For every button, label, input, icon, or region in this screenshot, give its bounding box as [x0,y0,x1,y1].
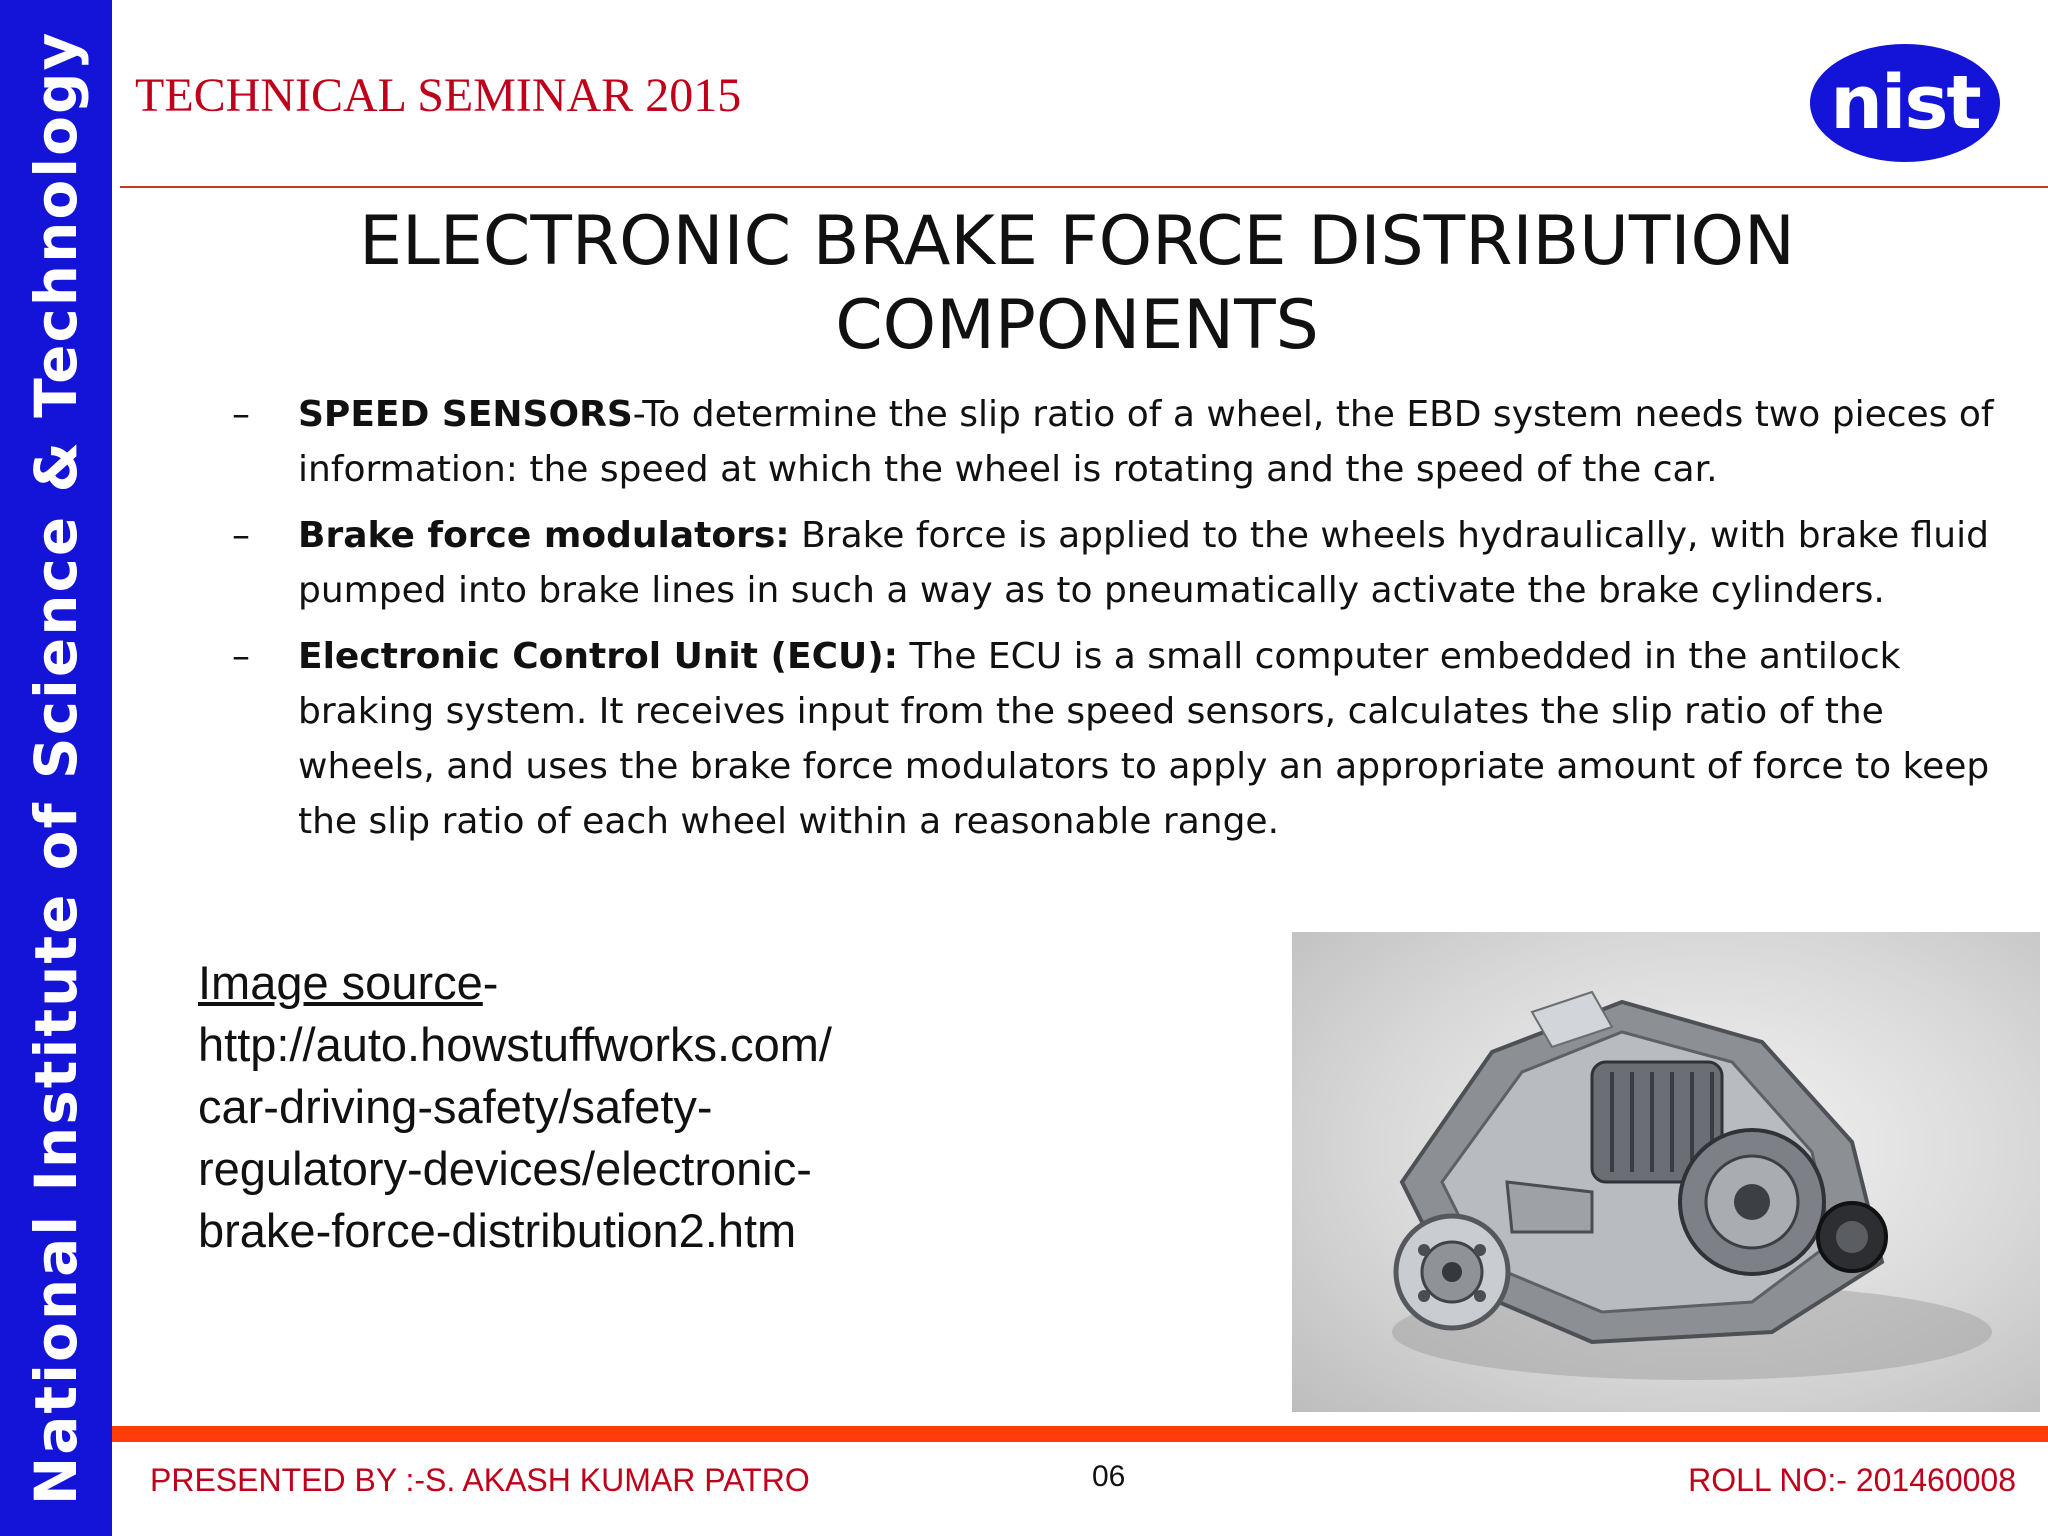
bullet-term: Brake force modulators: [298,515,790,556]
bullet-dash: – [232,636,250,677]
list-item [232,508,2022,618]
bullet-dash: – [232,394,250,435]
list-item [232,387,2022,497]
bullet-term: Electronic Control Unit (ECU): [298,636,899,677]
seminar-heading: TECHNICAL SEMINAR 2015 [135,69,742,122]
source-heading [198,952,918,1014]
header-divider [120,186,2048,188]
roll-number: ROLL NO:- 201460008 [1688,1462,2016,1498]
bullet-term: SPEED SENSORS [298,394,633,435]
bullet-dash: – [232,515,250,556]
image-source-citation [198,952,918,1262]
list-item [232,629,2022,849]
source-label: Image source [198,956,483,1009]
source-url-line: brake-force-distribution2.htm [198,1204,797,1257]
bullet-text: The ECU is a small computer embedded in the antilock braking system. It receives input from the speed sensors, calculates the slip ratio of the wheels, and uses the brake force modulators to apply an appropriate amount of force to keep the slip ratio of each wheel within a reasonable range. [298,636,1990,842]
bullet-text: -To determine the slip ratio of a wheel, the EBD system needs two pieces of information: the speed at which the wheel is rotating and the speed of the car. [298,394,1994,490]
sidebar-band [0,0,112,1536]
title-line-1: ELECTRONIC BRAKE FORCE DISTRIBUTION [359,202,1795,281]
institute-name-vertical: National Institute of Science & Technology [22,30,90,1506]
presenter-name: PRESENTED BY :-S. AKASH KUMAR PATRO [150,1462,810,1498]
title-line-2: COMPONENTS [835,286,1319,365]
logo-text: nist [1830,60,1980,146]
source-url-line: http://auto.howstuffworks.com/ [198,1018,832,1071]
source-url-line: regulatory-devices/electronic- [198,1142,812,1195]
bullet-text: Brake force is applied to the wheels hydraulically, with brake fluid pumped into brake lines in such a way as to pneumatically activate the brake cylinders. [298,515,1989,611]
slide-title [150,200,2004,368]
component-list [232,387,2022,860]
gearbox-illustration [1292,932,2040,1412]
nist-logo [1810,44,2000,162]
footer-accent-bar [112,1426,2048,1442]
source-dash: - [482,956,499,1009]
source-url-line: car-driving-safety/safety- [198,1080,713,1133]
page-number: 06 [1092,1460,1126,1493]
gearbox-cutaway-photo [1292,932,2040,1412]
